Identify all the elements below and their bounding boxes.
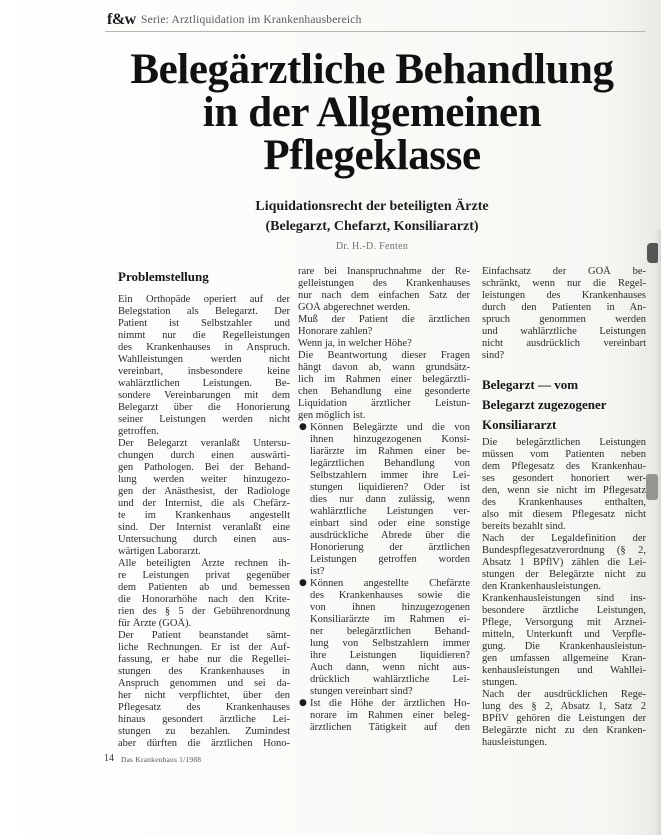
header-divider <box>105 31 645 32</box>
text-line: stungen liquidieren? Oder ist <box>310 482 470 493</box>
text-line: stungen zu bezahlen. Zumindest <box>118 726 290 737</box>
text-line: also mit diesem Pflegesatz nicht <box>482 509 646 520</box>
subtitle-line: Liquidationsrecht der beteiligten Ärzte <box>255 199 489 214</box>
text-line: Nach der ausdrücklichen Rege- <box>482 689 646 700</box>
text-line: Wahlleistungen werden nicht <box>118 354 290 365</box>
paragraph <box>482 593 646 689</box>
text-line: chen Behandlung eine gesonderte <box>298 386 470 397</box>
text-line: Krankenhausleistungen sind ins- <box>482 593 646 604</box>
text-line: Auch dann, wenn nicht aus- <box>310 662 470 673</box>
text-line: Muß der Patient die ärztlichen <box>298 314 470 325</box>
paragraph <box>482 689 646 749</box>
paragraph <box>118 294 290 438</box>
text-line: ihre Leistungen liquidieren? <box>310 650 470 661</box>
text-line: chungen durch einen auswärti- <box>118 450 290 461</box>
text-line: liche Rechnungen. Er ist der Auf- <box>118 642 290 653</box>
bullet-icon: ● <box>299 578 307 588</box>
text-line: aber dürften die ärztlichen Hono- <box>118 738 290 749</box>
text-line: spruch genommen werden <box>482 314 646 325</box>
text-line: ist? <box>310 566 325 577</box>
text-line: ihnen hinzugezogenen Konsi- <box>310 434 470 445</box>
text-line: Belegarzt über die Honorierung <box>118 402 290 413</box>
paragraph <box>118 630 290 750</box>
text-line: dem Pflegesatz des Krankenhau- <box>482 461 646 472</box>
text-line: hinaus gesondert ärztliche Lei- <box>118 714 290 725</box>
text-line: und wahlärztliche Leistungen <box>482 326 646 337</box>
text-line: Wenn ja, in welcher Höhe? <box>298 338 412 349</box>
text-line: Können Belegärzte und die von <box>310 422 470 433</box>
text-line: den Krankenhausleistungen. <box>482 581 601 592</box>
text-line: stungen der Belegärzte nicht zu <box>482 569 646 580</box>
paragraph <box>298 338 470 350</box>
text-line: Belegstation als Belegarzt. Der <box>118 306 290 317</box>
text-line: gung. Die Krankenhausleistun- <box>482 641 646 652</box>
text-line: gen der Anästhesist, der Radiologe <box>118 486 290 497</box>
text-line: Pflegesatz des Krankenhauses <box>118 702 290 713</box>
text-line: ses gesondert honoriert wer- <box>482 473 646 484</box>
text-line: von ihnen hinzugezogenen <box>310 602 470 613</box>
article-title <box>82 48 661 177</box>
column-body <box>118 294 290 750</box>
text-line: nimmt nur die Regelleistungen <box>118 330 290 341</box>
text-line: BPflV gehören die Leistungen der <box>482 713 646 724</box>
series-title: Serie: Arztliquidation im Krankenhausbereich <box>141 14 362 26</box>
bullet-icon: ● <box>299 698 307 708</box>
text-line: des Krankenhauses sowie die <box>310 590 470 601</box>
text-line: Leistungen getroffen worden <box>310 554 470 565</box>
subtitle-line: (Belegarzt, Chefarzt, Konsiliararzt) <box>265 219 479 234</box>
text-column-1 <box>118 268 290 750</box>
text-line: drücklich wahlärztliche Lei- <box>310 674 470 685</box>
text-line: Der Patient beanstandet sämt- <box>118 630 290 641</box>
paragraph <box>298 350 470 422</box>
text-line: bereits bezahlt sind. <box>482 521 566 532</box>
text-line: gen möglich ist. <box>298 410 366 421</box>
scan-edge-shadow <box>655 230 661 835</box>
text-line: leistungen des Krankenhauses <box>482 290 646 301</box>
text-line: Selbstzahlern immer ihre Lei- <box>310 470 470 481</box>
scan-smudge <box>647 243 658 263</box>
text-line: Anspruch genommen und sei da- <box>118 678 290 689</box>
text-line: hausleistungen. <box>482 737 548 748</box>
text-line: wärtigen Laborarzt. <box>118 546 201 557</box>
text-line: Ist die Höhe der ärztlichen Ho- <box>310 698 470 709</box>
text-line: liarärzte im Rahmen einer be- <box>310 446 470 457</box>
page-number: 14 <box>104 753 114 764</box>
heading-line: Konsiliararzt <box>482 417 557 432</box>
text-line: dies nur dann zulässig, wenn <box>310 494 470 505</box>
paragraph <box>118 438 290 558</box>
publication-footer: Das Krankenhaus 1/1988 <box>121 755 202 764</box>
paragraph <box>298 266 470 314</box>
text-column-2 <box>298 266 470 734</box>
scan-smudge <box>646 474 658 500</box>
text-line: einbart sind oder eine sonstige <box>310 518 470 529</box>
heading-line: Belegarzt — vom <box>482 377 579 392</box>
text-line: stungen vereinbart sind? <box>310 686 413 697</box>
text-line: kenhausleistungen und Wahllei- <box>482 665 646 676</box>
text-line: den, wenn sie nicht im Pflegesatz <box>482 485 646 496</box>
text-line: die Honorarhöhe nach den Krite- <box>118 594 290 605</box>
text-line: müssen vom Patienten neben <box>482 449 646 460</box>
text-line: Konsiliarärzte im Rahmen ei- <box>310 614 470 625</box>
title-line: in der Allgemeinen <box>202 89 542 136</box>
magazine-logo: f&w <box>107 11 136 28</box>
question-item <box>298 698 470 734</box>
question-list <box>298 422 470 734</box>
text-line: stungen des Krankenhauses in <box>118 666 290 677</box>
text-line: gen umfassen allgemeine Kran- <box>482 653 646 664</box>
text-line: durch den Patienten in An- <box>482 302 646 313</box>
text-line: des Krankenhauses in Anspruch. <box>118 342 290 353</box>
text-line: re Leistungen privat gegenüber <box>118 570 290 581</box>
text-line: ner belegärztlichen Behand- <box>310 626 470 637</box>
text-line: Belegärzte nicht zu den Kranken- <box>482 725 646 736</box>
text-line: Alle beteiligten Ärzte rechnen ih- <box>118 558 290 569</box>
text-line: hängt davon ab, wann grundsätz- <box>298 362 470 373</box>
text-line: nur nach dem einfachen Satz der <box>298 290 470 301</box>
text-line: getroffen. <box>118 426 159 437</box>
text-line: rare bei Inanspruchnahme der Re- <box>298 266 470 277</box>
text-line: legärztlichen Behandlung von <box>310 458 470 469</box>
text-line: Honorierung der ärztlichen <box>310 542 470 553</box>
title-line: Belegärztliche Behandlung <box>130 46 614 93</box>
text-line: mitteln, Unterkunft und Verpfle- <box>482 629 646 640</box>
text-line: sondere Vereinbarungen mit dem <box>118 390 290 401</box>
column-body <box>482 266 646 362</box>
text-line: schränkt, wenn nur die Regel- <box>482 278 646 289</box>
paragraph <box>482 533 646 593</box>
text-line: Einfachsatz der GOÄ be- <box>482 266 646 277</box>
text-line: Der Belegarzt veranlaßt Untersu- <box>118 438 290 449</box>
text-line: lung werden weiter hinzugezo- <box>118 474 290 485</box>
text-line: seiner Leistungen werden nicht <box>118 414 290 425</box>
text-line: norare im Rahmen einer beleg- <box>310 710 470 721</box>
text-line: nicht ausdrücklich vereinbart <box>482 338 646 349</box>
article-subtitle <box>82 197 661 237</box>
bullet-icon: ● <box>299 422 307 432</box>
text-line: wahlärztliche Leistungen ver- <box>310 506 470 517</box>
text-line: Die Beantwortung dieser Fragen <box>298 350 470 361</box>
text-line: Absatz 1 BPflV) zählen die Lei- <box>482 557 646 568</box>
text-line: und der Internist, die als Chefärz- <box>118 498 290 509</box>
text-line: fassung, er habe nur die Regellei- <box>118 654 290 665</box>
text-line: lich im Rahmen einer belegärztli- <box>298 374 470 385</box>
text-line: ausdrückliche Abrede über die <box>310 530 470 541</box>
text-column-3 <box>482 266 646 749</box>
text-line: Pflege, Versorgung mit Arznei- <box>482 617 646 628</box>
text-line: sind. Der Internist veranlaßt eine <box>118 522 290 533</box>
text-line: Nach der Legaldefinition der <box>482 533 646 544</box>
text-line: her nicht verpflichtet, über den <box>118 690 290 701</box>
heading-line: Belegarzt zugezogener <box>482 397 607 412</box>
text-line: für Ärzte (GOÄ). <box>118 618 192 629</box>
paragraph <box>118 558 290 630</box>
text-line: vereinbart, insbesondere keine <box>118 366 290 377</box>
text-line: lung von Selbstzahlern immer <box>310 638 470 649</box>
text-line: Honorare zahlen? <box>298 326 373 337</box>
section-heading: Problemstellung <box>118 269 209 284</box>
author-byline: Dr. H.-D. Fenten <box>335 241 409 252</box>
text-line: gen Pathologen. Bei der Behand- <box>118 462 290 473</box>
question-item <box>298 422 470 578</box>
text-line: Untersuchung durch einen aus- <box>118 534 290 545</box>
text-line: sind? <box>482 350 505 361</box>
text-line: GOÄ abgerechnet werden. <box>298 302 411 313</box>
text-line: rien des § 5 der Gebührenordnung <box>118 606 290 617</box>
text-line: te im Krankenhaus angestellt <box>118 510 290 521</box>
text-line: wahlärztlichen Leistungen. Be- <box>118 378 290 389</box>
text-line: dem Patienten ab und bemessen <box>118 582 290 593</box>
column-body <box>298 266 470 422</box>
text-line: gelleistungen des Krankenhauses <box>298 278 470 289</box>
column-body <box>482 437 646 749</box>
text-line: stungen. <box>482 677 518 688</box>
text-line: Patient ist Selbstzahler und <box>118 318 290 329</box>
question-item <box>298 578 470 698</box>
section-heading <box>482 375 646 435</box>
title-line: Pflegeklasse <box>263 132 481 179</box>
text-line: lung des § 2, Absatz 1, Satz 2 <box>482 701 646 712</box>
paragraph <box>298 314 470 338</box>
text-line: Die belegärztlichen Leistungen <box>482 437 646 448</box>
paragraph <box>482 437 646 533</box>
text-line: Liquidation ärztlicher Leistun- <box>298 398 470 409</box>
text-line: Können angestellte Chefärzte <box>310 578 470 589</box>
text-line: Ein Orthopäde operiert auf der <box>118 294 290 305</box>
text-line: ärztlichen Tätigkeit auf den <box>310 722 470 733</box>
text-line: Bundespflegesatzverordnung (§ 2, <box>482 545 646 556</box>
text-line: besondere ärztliche Leistungen, <box>482 605 646 616</box>
text-line: des Krankenhauses enthalten, <box>482 497 646 508</box>
